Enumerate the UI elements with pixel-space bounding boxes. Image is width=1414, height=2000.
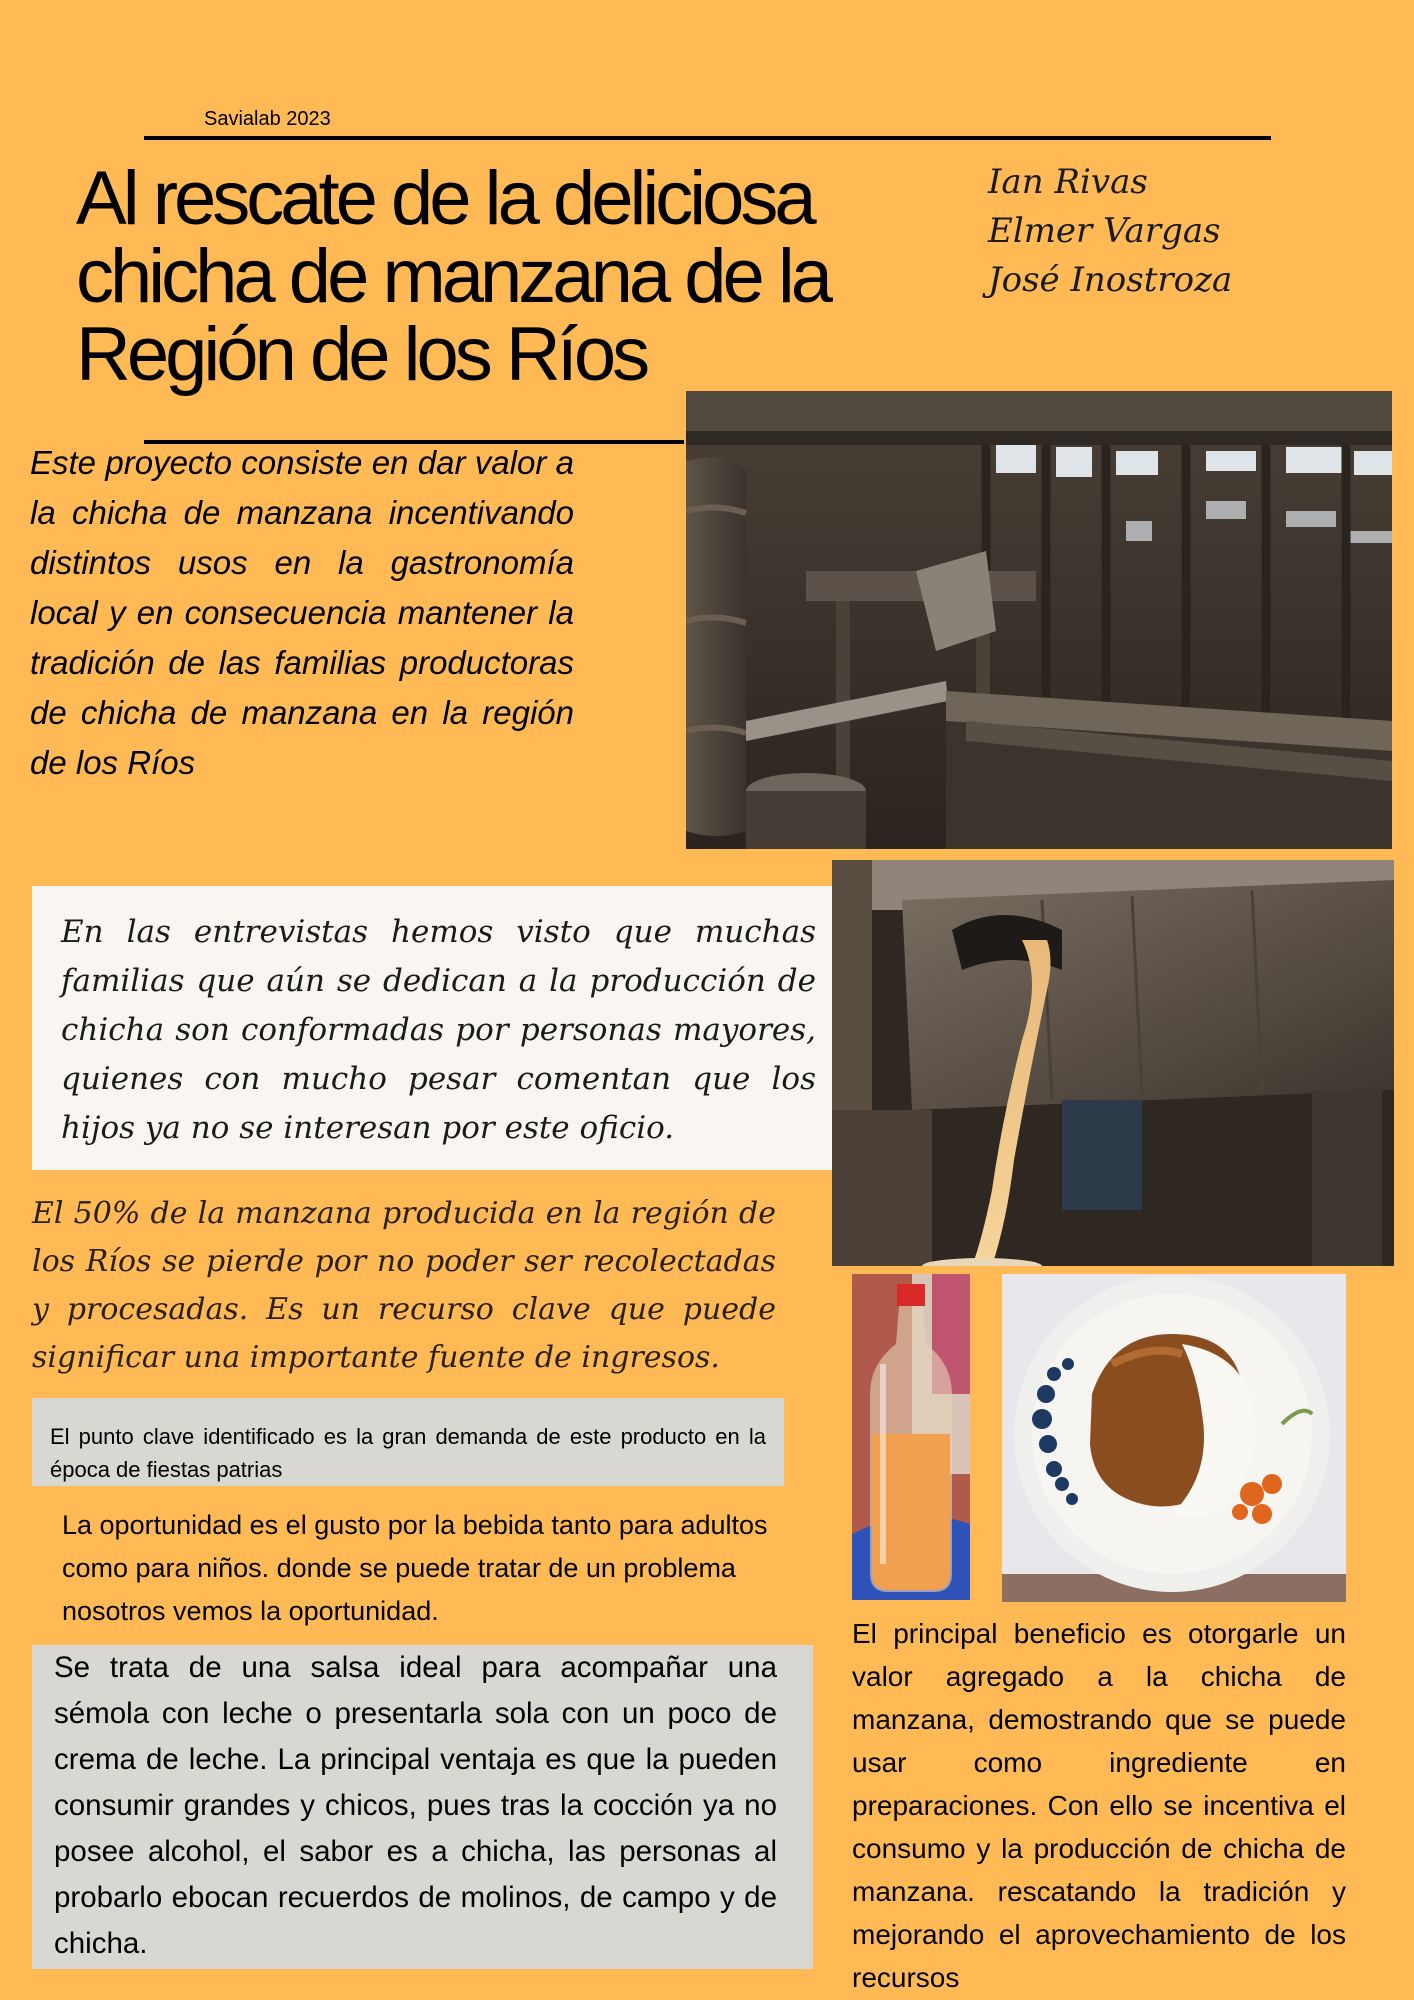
author-name: José Inostroza (988, 260, 1233, 300)
opportunity-paragraph: La oportunidad es el gusto por la bebida tanto para adultos como para niños. donde se puede tratar de un problema nosotros vemos la oportunidad. (62, 1510, 768, 1626)
title-line-3: Región de los Ríos (76, 312, 647, 397)
title-line-1: Al rescate de la deliciosa (76, 156, 813, 241)
header-label: Savialab 2023 (204, 108, 331, 130)
page-title (76, 156, 916, 397)
intro-paragraph: Este proyecto consiste en dar valor a la chicha de manzana incentivando distintos usos en la gastronomía local y en consecuencia mantener la tradición de las familias productoras de chicha de manzana en la región de los Ríos (30, 444, 574, 781)
interview-quote-text: En las entrevistas hemos visto que muchas familias que aún se dedican a la producción de chicha son conformadas por personas mayores, quienes con mucho pesar comentan que los hijos ya no se interesan por este oficio. (61, 914, 816, 1146)
mill-interior-photo (686, 391, 1392, 849)
key-point-box: El punto clave identificado es la gran demanda de este producto en la época de fiestas patrias (32, 1398, 784, 1486)
author-list (988, 158, 1232, 305)
title-line-2: chicha de manzana de la (76, 234, 830, 319)
benefit-paragraph: El principal beneficio es otorgarle un valor agregado a la chicha de manzana, demostrando que se puede usar como ingrediente en preparaciones. Con ello se incentiva el consumo y la producción de chicha de manzana. rescatando la tradición y mejorando el aprovechamiento de los recursos (852, 1618, 1346, 1993)
sauce-plate-photo (1002, 1274, 1346, 1602)
chicha-bottle-photo (852, 1274, 970, 1600)
interview-quote-box (32, 886, 844, 1170)
chicha-pouring-photo (832, 860, 1394, 1266)
sauce-description-box: Se trata de una salsa ideal para acompañar una sémola con leche o presentarla sola con un poco de crema de leche. La principal ventaja es que la pueden consumir grandes y chicos, pues tras la cocción ya no posee alcohol, el sabor es a chicha, las personas al probarlo ebocan recuerdos de molinos, de campo y de chicha. (32, 1645, 813, 1969)
apple-loss-statement: El 50% de la manzana producida en la región de los Ríos se pierde por no poder ser recolectadas y procesadas. Es un recurso clave que puede significar una importante fuente de ingresos. (32, 1196, 776, 1375)
author-name: Elmer Vargas (988, 211, 1221, 251)
top-rule (144, 136, 1271, 140)
author-name: Ian Rivas (988, 162, 1148, 202)
